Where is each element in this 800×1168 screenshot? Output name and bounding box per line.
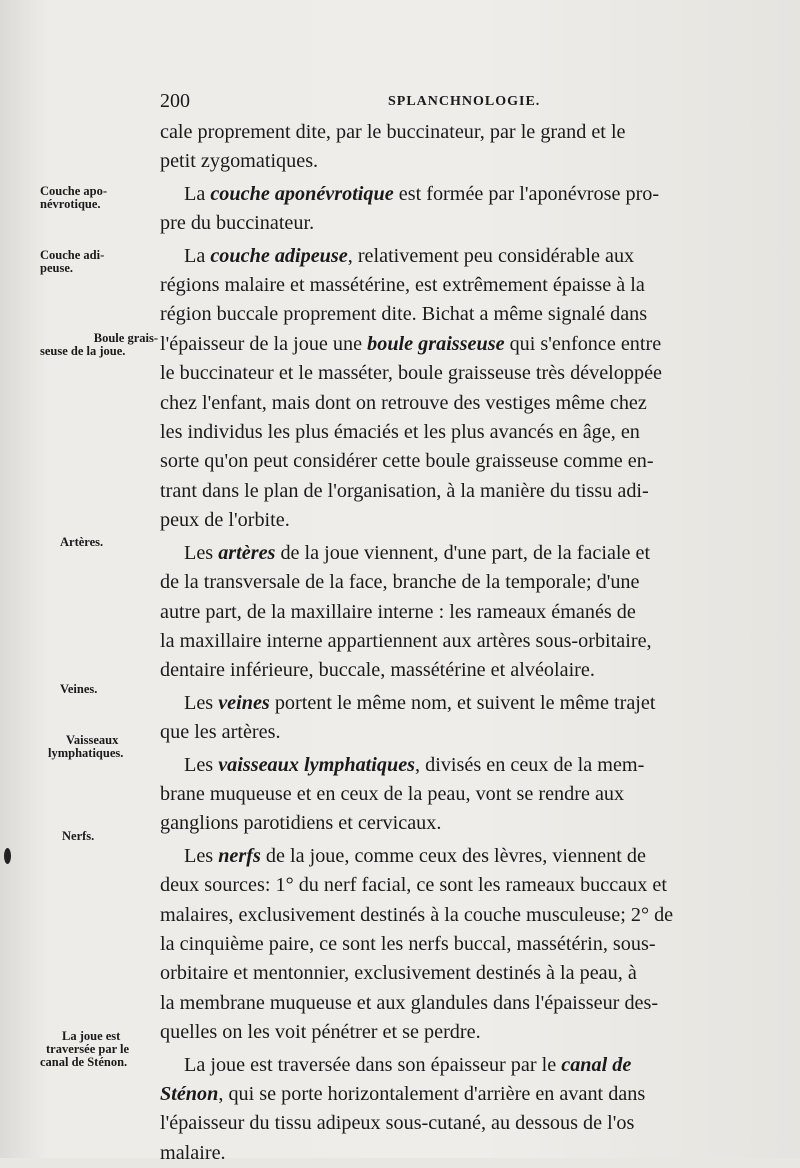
- paragraph-veines: Les veines portent le même nom, et suivent le même trajet que les artères.: [160, 691, 656, 744]
- paragraph-vaisseaux-lymphatiques: Les vaisseaux lymphatiques, divisés en ceux de la mem- brane muqueuse et en ceux de la peau, vont se rendre aux ganglions parotidiens et cervicaux.: [160, 753, 645, 835]
- margin-note-arteres: Artères.: [60, 535, 104, 549]
- page-header: [160, 90, 760, 114]
- margin-note-couche-aponevrotique: Couche apo- névrotique.: [40, 184, 108, 211]
- margin-note-vaisseaux-lymphatiques: Vaisseaux lymphatiques.: [48, 733, 124, 760]
- ink-speck: [4, 848, 11, 864]
- paragraph-couche-aponevrotique: La couche aponévrotique est formée par l'aponévrose pro- pre du buccinateur.: [160, 182, 660, 235]
- running-title: SPLANCHNOLOGIE.: [388, 94, 541, 109]
- margin-note-couche-adipeuse: Couche adi- peuse.: [40, 248, 105, 275]
- body-text: [160, 118, 764, 1168]
- paragraph-nerfs: Les nerfs de la joue, comme ceux des lèvres, viennent de deux sources: 1° du nerf facial, ce sont les rameaux buccaux et malaires, exclusivement destinés à la couche musculeuse; 2° de la cinquième paire, ce sont les nerfs buccal, massétérin, sous- orbitaire et mentonnier, exclusivement destinés à la peau, à la membrane muqueuse et aux glandules dans l'épaisseur des- quelles on les voit pénétrer et se perdre.: [160, 844, 674, 1044]
- paragraph-continuation: cale proprement dite, par le buccinateur, par le grand et le petit zygomatiques.: [160, 121, 626, 173]
- margin-note-nerfs: Nerfs.: [62, 829, 95, 843]
- margin-note-veines: Veines.: [60, 682, 98, 696]
- paragraph-arteres: Les artères de la joue viennent, d'une part, de la faciale et de la transversale de la face, branche de la temporale; d'une autre part, de la maxillaire interne : les rameaux émanés de la maxillaire interne appartiennent aux artères sous-orbitaire, dentaire inférieure, buccale, massétérine et alvéolaire.: [160, 541, 652, 682]
- paragraph-canal-stenon: La joue est traversée dans son épaisseur par le canal de Sténon, qui se porte horizontalement d'arrière en avant dans l'épaisseur du tissu adipeux sous-cutané, au dessous de l'os malaire.: [160, 1053, 646, 1164]
- margin-note-canal-stenon: La joue est traversée par le canal de Sténon.: [40, 1029, 130, 1069]
- page-number: 200: [160, 90, 190, 112]
- paragraph-couche-adipeuse: La couche adipeuse, relativement peu considérable aux régions malaire et massétérine, est extrêmement épaisse à la région buccale proprement dite. Bichat a même signalé dans l'épaisseur de la joue une boule graisseuse qui s'enfonce entre le buccinateur et le masséter, boule graisseuse très développée chez l'enfant, mais dont on retrouve des vestiges même chez les individus les plus émaciés et les plus avancés en âge, en sorte qu'on peut considérer cette boule graisseuse comme en- trant dans le plan de l'organisation, à la manière du tissu adi- peux de l'orbite.: [160, 244, 662, 532]
- margin-note-boule-graisseuse: Boule grais- seuse de la joue.: [40, 331, 158, 358]
